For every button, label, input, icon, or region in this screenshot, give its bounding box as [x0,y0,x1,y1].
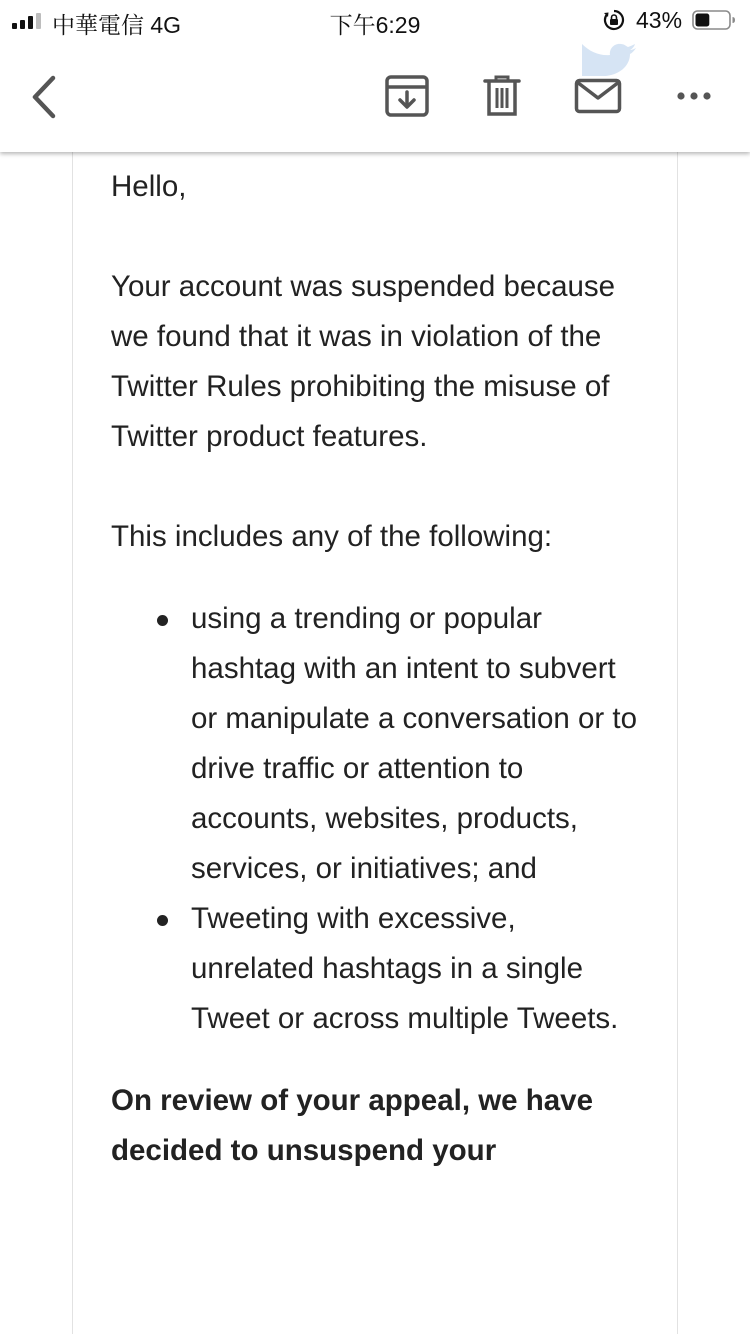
mark-unread-button[interactable] [574,78,622,114]
bullet-icon [157,615,168,626]
rules-list [111,594,641,1044]
list-item-text: Tweeting with excessive, unrelated hashtags in a single Tweet or across multiple Tweets. [191,902,619,1035]
delete-button[interactable] [482,74,522,118]
carrier-label: 中華電信 4G [52,12,182,38]
trash-icon [485,77,519,114]
email-toolbar [0,40,750,152]
archive-icon [387,77,427,115]
mail-icon [577,81,620,112]
list-item-text: using a trending or popular hashtag with an intent to subvert or manipulate a conversation or to drive traffic or attention to accounts, websites, products, services, or initiatives; and [191,602,638,885]
battery-percent: 43% [636,7,683,33]
email-paragraph-appeal: On review of your appeal, we have decided to unsuspend your [111,1084,593,1167]
status-bar [0,0,750,40]
archive-button[interactable] [384,74,430,118]
orientation-lock-icon [603,9,625,31]
email-paragraph-includes: This includes any of the following: [111,520,553,553]
bullet-icon [157,915,168,926]
email-paragraph-suspension: Your account was suspended because we found that it was in violation of the Twitter Rules prohibiting the misuse of Twitter product features. [111,270,616,453]
list-item [111,594,641,894]
list-item [111,894,641,1044]
back-button[interactable] [24,72,64,122]
twitter-bird-icon [576,40,638,76]
battery-icon [692,10,736,30]
status-time: 下午6:29 [329,12,421,38]
more-icon [677,92,710,99]
email-body [72,152,678,1334]
email-content [111,162,641,1226]
more-options-button[interactable] [672,84,716,108]
email-greeting: Hello, [111,170,187,203]
